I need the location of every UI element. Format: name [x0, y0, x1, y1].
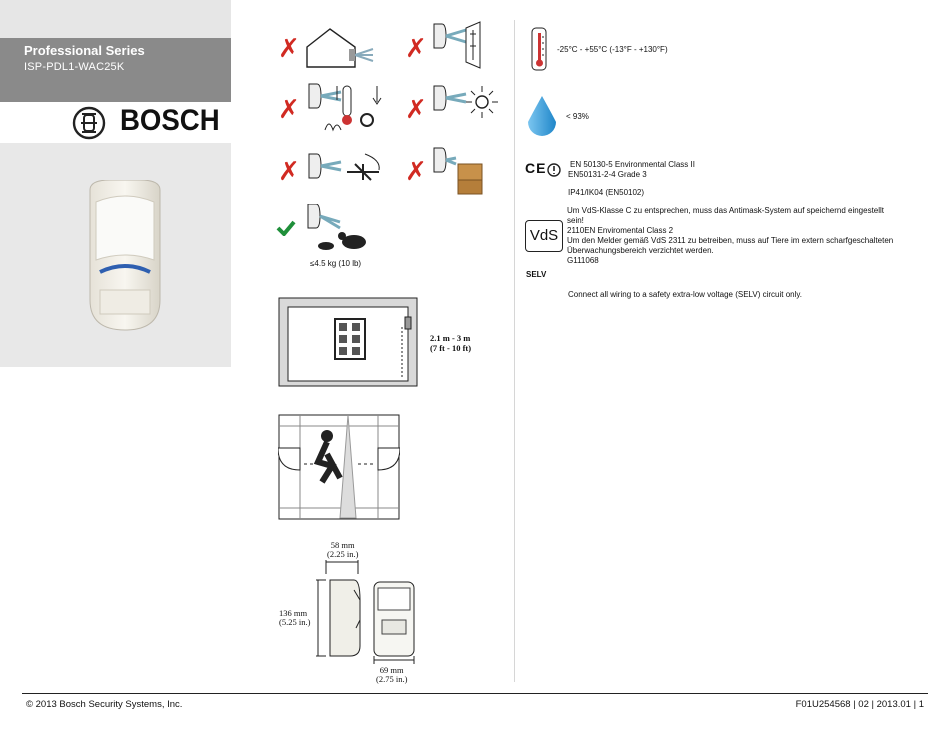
not-allowed-icon: ✗ — [405, 34, 427, 64]
obstacle-boxes-icon — [432, 144, 492, 196]
footer-rule — [22, 693, 928, 694]
mounting-height-label — [430, 333, 471, 353]
ce-mark-icon: CE — [525, 160, 547, 176]
footer-doc-ref: F01U254568 | 02 | 2013.01 | 1 — [795, 699, 924, 710]
column-divider — [514, 20, 515, 682]
vds-line: Um VdS-Klasse C zu entsprechen, muss das Antimask-System auf speichernd eingestellt — [567, 206, 885, 215]
width-top-metric: 58 mm — [330, 540, 355, 550]
width-bottom-imperial: (2.75 in.) — [376, 674, 408, 684]
humidity-drop-icon — [524, 94, 560, 138]
height-metric: 2.1 m - 3 m — [430, 333, 471, 343]
window-facing-icon — [432, 20, 482, 72]
pet-weight-label: ≤4.5 kg (10 lb) — [310, 259, 362, 268]
vds-line: 2110EN Enviromental Class 2 — [567, 226, 674, 235]
top-strip — [0, 0, 231, 38]
bosch-armature-icon — [72, 106, 108, 140]
footer-copyright: © 2013 Bosch Security Systems, Inc. — [26, 699, 183, 710]
height-dim-imperial: (5.25 in.) — [279, 617, 311, 627]
vds-line: G111068 — [567, 256, 599, 265]
detector-product-photo — [80, 180, 170, 336]
vds-line: Überwachungsbereich verzichtet werden. — [567, 246, 714, 255]
not-allowed-icon: ✗ — [278, 34, 300, 64]
vds-logo: VdS — [525, 220, 563, 252]
brand-logo-text: BOSCH — [120, 104, 220, 137]
outdoor-house-icon — [305, 27, 375, 69]
not-allowed-icon: ✗ — [405, 95, 427, 125]
series-title: Professional Series — [24, 43, 145, 58]
selv-text: Connect all wiring to a safety extra-low voltage (SELV) circuit only. — [568, 290, 803, 299]
temperature-range: -25°C - +55°C (-13°F - +130°F) — [557, 45, 668, 54]
not-allowed-icon: ✗ — [405, 157, 427, 187]
heat-source-icon — [307, 80, 392, 134]
ip-rating: IP41/IK04 (EN50102) — [568, 188, 645, 197]
pets-allowed-icon — [306, 204, 372, 254]
check-icon — [276, 220, 296, 236]
vds-line: sein! — [567, 216, 584, 225]
vds-line: Um den Melder gemäß VdS 2311 zu betreiben, muss auf Tiere im extern scharfgeschalteten — [567, 236, 894, 245]
humidity-value: < 93% — [566, 112, 589, 121]
en-class-line1: EN 50130-5 Environmental Class II — [570, 160, 695, 169]
height-dim-label — [279, 609, 310, 627]
height-dim-metric: 136 mm — [279, 608, 308, 618]
walk-direction-diagram — [278, 414, 400, 520]
height-imperial: (7 ft - 10 ft) — [430, 343, 472, 353]
sunlight-icon — [432, 82, 502, 132]
alert-circle-icon — [546, 162, 562, 178]
model-number: ISP-PDL1-WAC25K — [24, 61, 125, 73]
dimension-drawing — [316, 560, 418, 670]
vds-text-block — [567, 206, 893, 266]
mounting-height-diagram — [278, 297, 418, 387]
thermometer-icon — [529, 27, 549, 73]
en-class-line2: EN50131-2-4 Grade 3 — [568, 170, 647, 179]
ceiling-fan-icon — [307, 150, 387, 192]
width-bottom-metric: 69 mm — [379, 665, 404, 675]
width-top-imperial: (2.25 in.) — [327, 549, 359, 559]
not-allowed-icon: ✗ — [278, 157, 300, 187]
width-top-label — [327, 541, 358, 559]
width-bottom-label — [376, 666, 407, 684]
not-allowed-icon: ✗ — [278, 95, 300, 125]
selv-label: SELV — [526, 270, 547, 279]
